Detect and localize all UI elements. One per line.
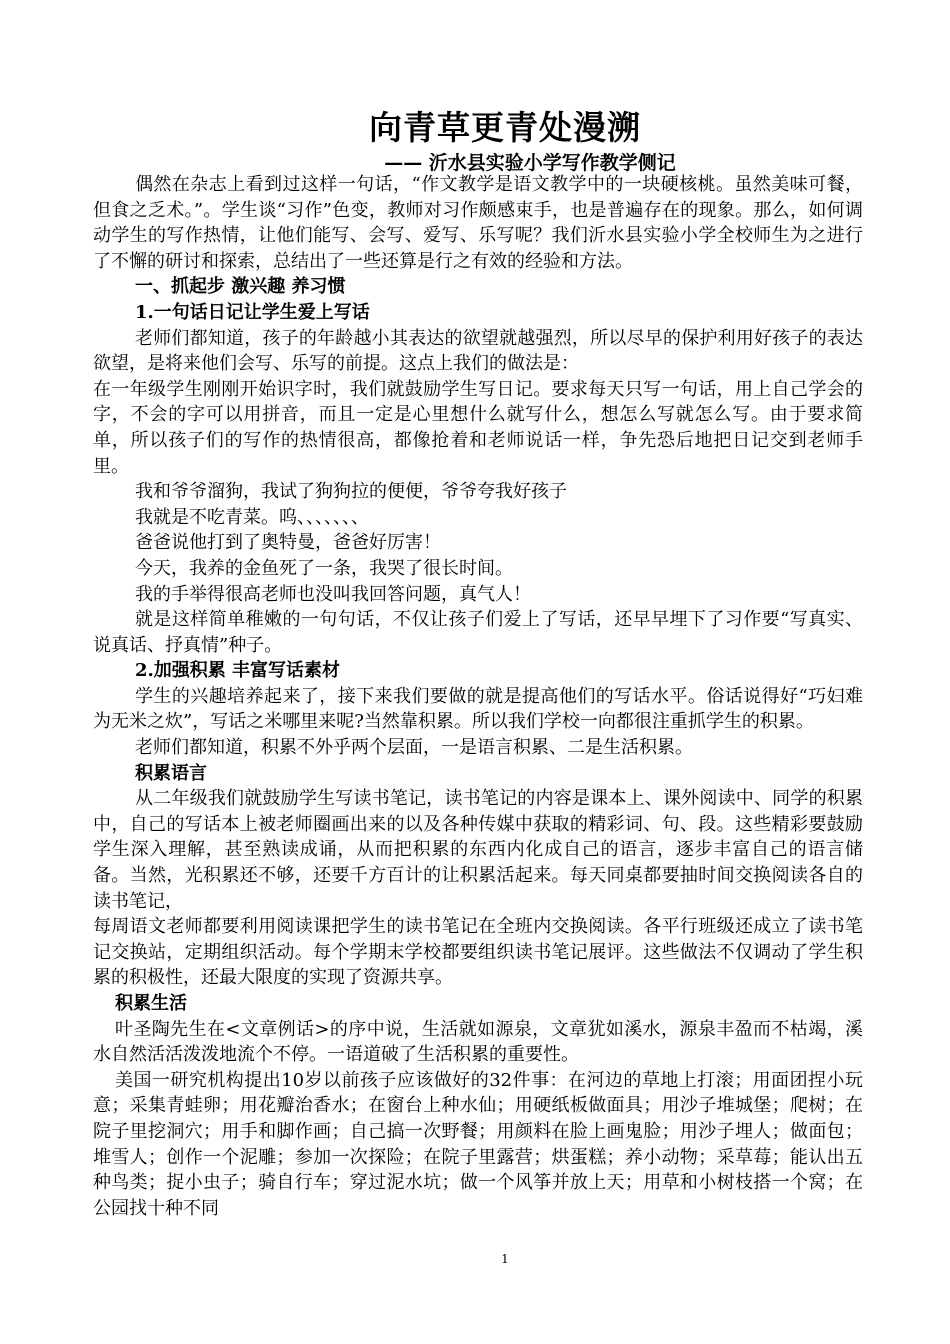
diary-example: 今天，我养的金鱼死了一条，我哭了很长时间。 [135, 557, 513, 579]
paragraph: 老师们都知道，孩子的年龄越小其表达的欲望就越强烈，所以尽早的保护利用好孩子的表达欲望，是将来他们会写、乐写的前提。这点上我们的做法是： [93, 327, 863, 375]
paragraph: 就是这样简单稚嫩的一句句话，不仅让孩子们爱上了写话，还早早埋下了习作要“写真实、说真话、抒真情”种子。 [93, 609, 863, 656]
paragraph: 每周语文老师都要利用阅读课把学生的读书笔记在全班内交换阅读。各平行班级还成立了读书笔记交换站，定期组织活动。每个学期末学校都要组织读书笔记展评。这些做法不仅调动了学生积累的积极性，还最大限度的实现了资源共享。 [93, 916, 863, 989]
diary-example: 我就是不吃青菜。呜、、、、、、、 [135, 506, 369, 528]
document-body [93, 172, 863, 1221]
subsection-heading-1: 1.一句话日记让学生爱上写话 [135, 301, 370, 323]
intro-paragraph: 偶然在杂志上看到过这样一句话，“作文教学是语文教学中的一块硬核桃。虽然美味可餐，但食之乏术。”。学生谈“习作”色变，教师对习作颇感束手，也是普遍存在的现象。那么，如何调动学生的写作热情，让他们能写、会写、爱写、乐写呢？我们沂水县实验小学全校师生为之进行了不懈的研讨和探索，总结出了一些还算是行之有效的经验和方法。 [93, 174, 863, 272]
diary-example: 爸爸说他打到了奥特曼，爸爸好厉害！ [135, 532, 441, 554]
subheading-life: 积累生活 [115, 993, 187, 1014]
subheading-language: 积累语言 [135, 762, 207, 784]
diary-example: 我的手举得很高老师也没叫我回答问题，真气人！ [135, 583, 531, 605]
section-heading-1: 一、抓起步 激兴趣 养习惯 [135, 276, 346, 298]
page-subtitle: —— 沂水县实验小学写作教学侧记 [384, 152, 676, 174]
subsection-heading-2: 2.加强积累 丰富写话素材 [135, 660, 341, 682]
paragraph: 叶圣陶先生在<文章例话>的序中说，生活就如源泉，文章犹如溪水，源泉丰盈而不枯竭，溪水自然活活泼泼地流个不停。一语道破了生活积累的重要性。 [93, 1018, 863, 1066]
page-title: 向青草更青处漫溯 [369, 108, 641, 147]
paragraph: 学生的兴趣培养起来了，接下来我们要做的就是提高他们的写话水平。俗话说得好“巧妇难为无米之炊”，写话之米哪里来呢?当然靠积累。所以我们学校一向都很注重抓学生的积累。 [93, 685, 863, 733]
paragraph: 在一年级学生刚刚开始识字时，我们就鼓励学生写日记。要求每天只写一句话，用上自己学会的字，不会的字可以用拼音，而且一定是心里想什么就写什么，想怎么写就怎么写。由于要求简单，所以孩子们的写作的热情很高，都像抢着和老师说话一样，争先恐后地把日记交到老师手里。 [93, 378, 863, 477]
paragraph: 美国一研究机构提出10岁以前孩子应该做好的32件事：在河边的草地上打滚；用面团捏小玩意；采集青蛙卵；用花瓣治香水；在窗台上种水仙；用硬纸板做面具；用沙子堆城堡；爬树；在院子里挖洞穴；用手和脚作画；自己搞一次野餐；用颜料在脸上画鬼脸；用沙子埋人；做面包；堆雪人；创作一个泥雕；参加一次探险；在院子里露营；烘蛋糕；养小动物；采草莓；能认出五种鸟类；捉小虫子；骑自行车；穿过泥水坑；做一个风筝并放上天；用草和小树枝搭一个窝；在公园找十种不同 [93, 1069, 863, 1219]
paragraph: 从二年级我们就鼓励学生写读书笔记，读书笔记的内容是课本上、课外阅读中、同学的积累中，自己的写话本上被老师圈画出来的以及各种传媒中获取的精彩词、句、段。这些精彩要鼓励学生深入理解，甚至熟读成诵，从而把积累的东西内化成自己的语言，逐步丰富自己的语言储备。当然，光积累还不够，还要千方百计的让积累活起来。每天同桌都要抽时间交换阅读各自的读书笔记， [93, 788, 863, 912]
paragraph: 老师们都知道，积累不外乎两个层面，一是语言积累、二是生活积累。 [135, 737, 693, 759]
page-number: 1 [501, 1252, 509, 1266]
diary-example: 我和爷爷溜狗，我试了狗狗拉的便便，爷爷夸我好孩子 [135, 481, 567, 503]
